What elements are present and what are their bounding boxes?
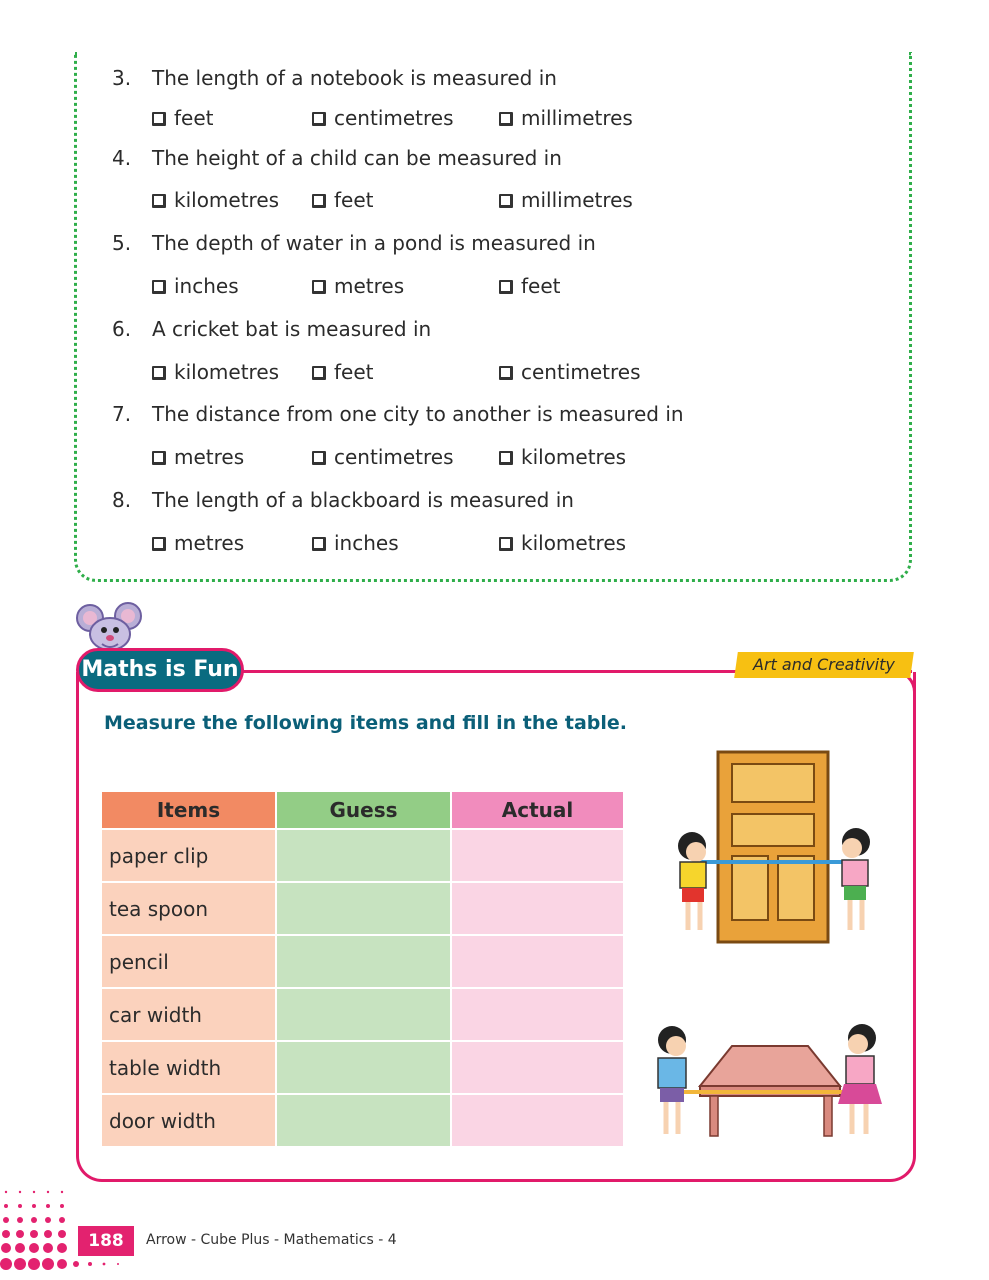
question-text: The distance from one city to another is measured in xyxy=(152,402,684,426)
checkbox-icon[interactable] xyxy=(152,366,166,380)
option[interactable]: feet xyxy=(499,274,561,298)
question-number: 4. xyxy=(112,146,132,170)
checkbox-icon[interactable] xyxy=(152,280,166,294)
question-text: The length of a notebook is measured in xyxy=(152,66,557,90)
checkbox-icon[interactable] xyxy=(152,537,166,551)
actual-cell[interactable] xyxy=(451,1094,624,1147)
instruction-text: Measure the following items and fill in the table. xyxy=(104,712,628,734)
option[interactable]: kilometres xyxy=(152,188,279,212)
table-header-row xyxy=(101,791,624,829)
checkbox-icon[interactable] xyxy=(312,194,326,208)
table-row xyxy=(101,1041,624,1094)
question-number: 8. xyxy=(112,488,132,512)
table-row xyxy=(101,882,624,935)
footer-book-title: Arrow - Cube Plus - Mathematics - 4 xyxy=(146,1232,397,1248)
question-text: The depth of water in a pond is measured in xyxy=(152,231,596,255)
guess-cell[interactable] xyxy=(276,882,451,935)
checkbox-icon[interactable] xyxy=(312,280,326,294)
kids-measuring-table-illustration xyxy=(640,1012,895,1144)
checkbox-icon[interactable] xyxy=(312,451,326,465)
question-3 xyxy=(112,66,557,90)
item-cell: tea spoon xyxy=(101,882,276,935)
guess-cell[interactable] xyxy=(276,935,451,988)
option[interactable]: metres xyxy=(152,445,244,469)
option[interactable]: kilometres xyxy=(152,360,279,384)
guess-cell[interactable] xyxy=(276,829,451,882)
checkbox-icon[interactable] xyxy=(499,451,513,465)
item-cell: car width xyxy=(101,988,276,1041)
actual-cell[interactable] xyxy=(451,935,624,988)
question-number: 6. xyxy=(112,317,132,341)
item-cell: door width xyxy=(101,1094,276,1147)
table-row xyxy=(101,1094,624,1147)
table-row xyxy=(101,829,624,882)
question-5 xyxy=(112,231,596,255)
checkbox-icon[interactable] xyxy=(312,112,326,126)
guess-cell[interactable] xyxy=(276,1041,451,1094)
item-cell: table width xyxy=(101,1041,276,1094)
option[interactable]: metres xyxy=(312,274,404,298)
option[interactable]: centimetres xyxy=(499,360,641,384)
actual-cell[interactable] xyxy=(451,1041,624,1094)
item-cell: paper clip xyxy=(101,829,276,882)
section-tag xyxy=(734,652,914,678)
option[interactable]: metres xyxy=(152,531,244,555)
header-items: Items xyxy=(101,791,276,829)
question-6 xyxy=(112,317,431,341)
section-tag-label: Art and Creativity xyxy=(753,655,895,674)
question-number: 3. xyxy=(112,66,132,90)
header-actual: Actual xyxy=(451,791,624,829)
actual-cell[interactable] xyxy=(451,882,624,935)
actual-cell[interactable] xyxy=(451,988,624,1041)
checkbox-icon[interactable] xyxy=(499,366,513,380)
guess-cell[interactable] xyxy=(276,1094,451,1147)
checkbox-icon[interactable] xyxy=(312,537,326,551)
section-title-badge: Maths is Fun xyxy=(76,648,244,692)
question-text: The length of a blackboard is measured in xyxy=(152,488,574,512)
checkbox-icon[interactable] xyxy=(499,194,513,208)
question-number: 5. xyxy=(112,231,132,255)
option[interactable]: millimetres xyxy=(499,106,633,130)
option[interactable]: inches xyxy=(312,531,399,555)
checkbox-icon[interactable] xyxy=(152,112,166,126)
page-number-badge: 188 xyxy=(78,1226,134,1256)
question-text: A cricket bat is measured in xyxy=(152,317,432,341)
table-row xyxy=(101,935,624,988)
option[interactable]: feet xyxy=(312,188,374,212)
question-4 xyxy=(112,146,562,170)
header-guess: Guess xyxy=(276,791,451,829)
question-7 xyxy=(112,402,684,426)
option[interactable]: centimetres xyxy=(312,445,454,469)
option[interactable]: inches xyxy=(152,274,239,298)
option[interactable]: kilometres xyxy=(499,531,626,555)
checkbox-icon[interactable] xyxy=(499,280,513,294)
option[interactable]: millimetres xyxy=(499,188,633,212)
question-8 xyxy=(112,488,574,512)
checkbox-icon[interactable] xyxy=(499,537,513,551)
option[interactable]: kilometres xyxy=(499,445,626,469)
checkbox-icon[interactable] xyxy=(312,366,326,380)
option[interactable]: feet xyxy=(312,360,374,384)
option[interactable]: centimetres xyxy=(312,106,454,130)
guess-cell[interactable] xyxy=(276,988,451,1041)
question-number: 7. xyxy=(112,402,132,426)
option[interactable]: feet xyxy=(152,106,214,130)
item-cell: pencil xyxy=(101,935,276,988)
table-row xyxy=(101,988,624,1041)
measurement-table xyxy=(100,790,625,1148)
checkbox-icon[interactable] xyxy=(499,112,513,126)
kids-measuring-door-illustration xyxy=(660,748,880,948)
actual-cell[interactable] xyxy=(451,829,624,882)
question-text: The height of a child can be measured in xyxy=(152,146,562,170)
checkbox-icon[interactable] xyxy=(152,451,166,465)
checkbox-icon[interactable] xyxy=(152,194,166,208)
